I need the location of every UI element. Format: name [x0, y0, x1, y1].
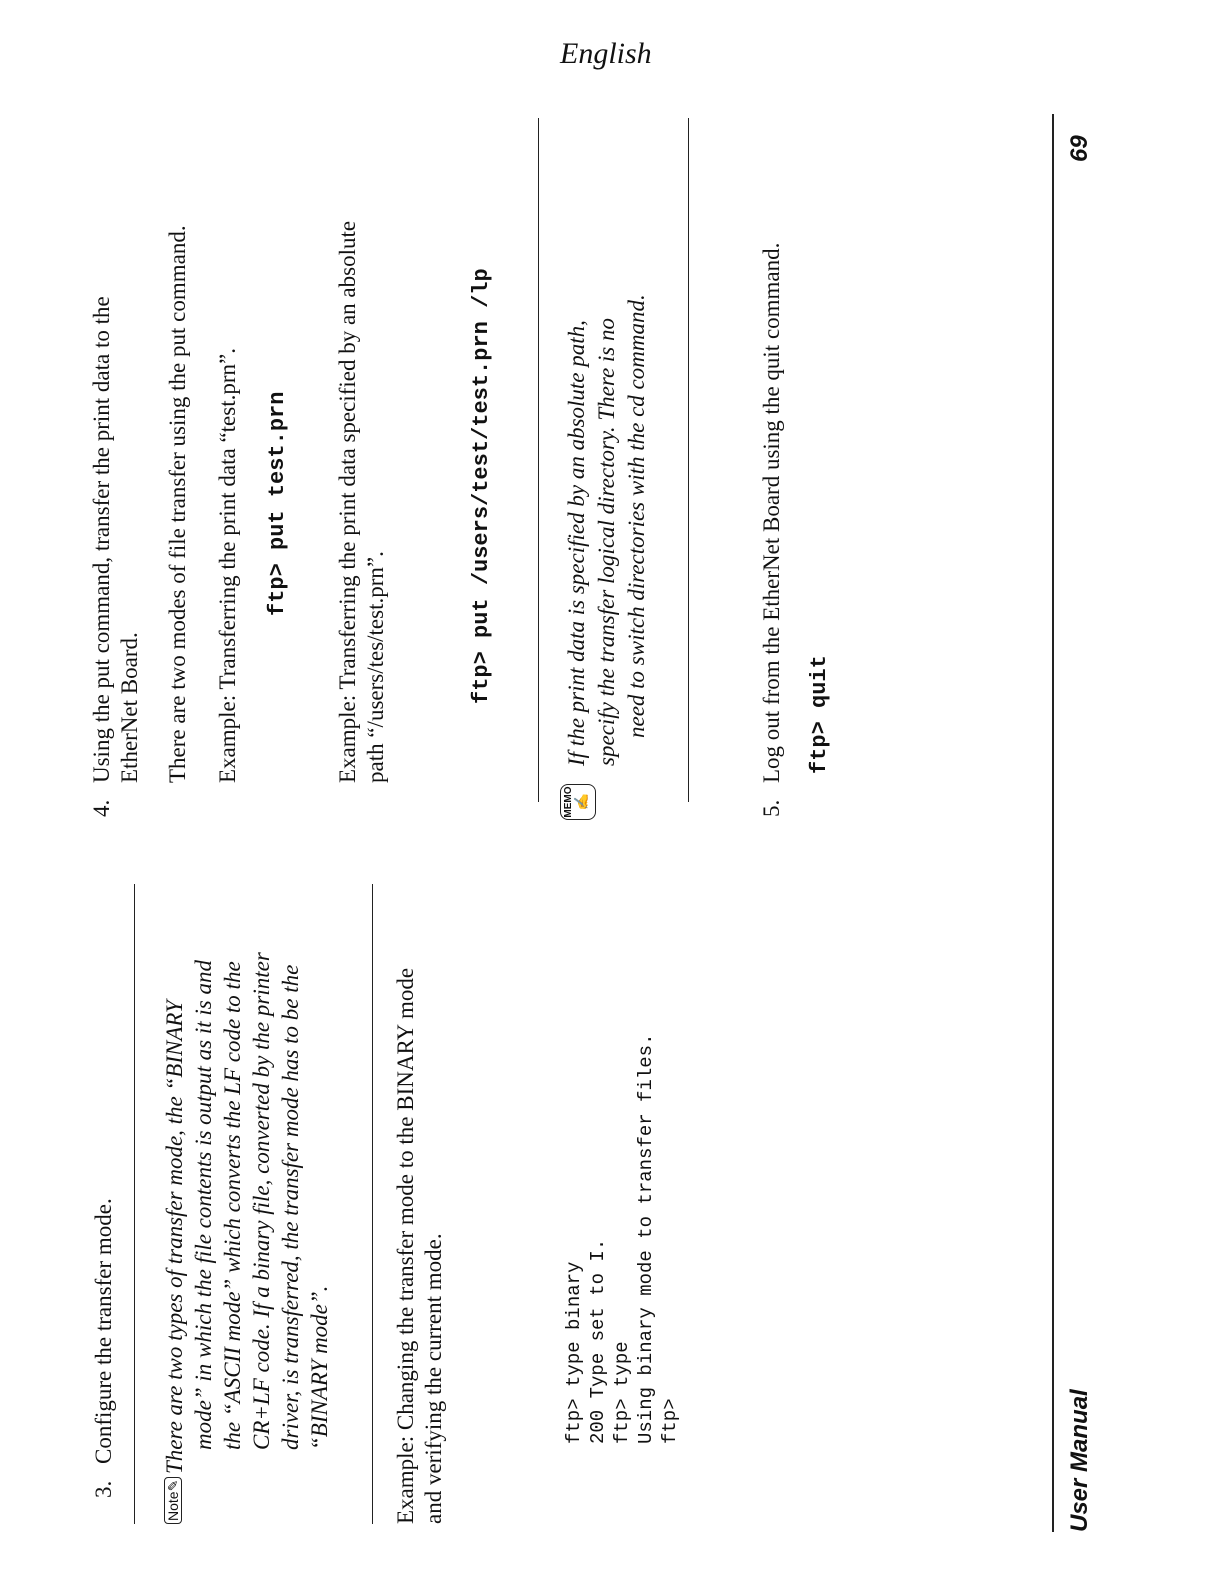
- step-3-heading: [90, 978, 118, 1498]
- code-line: Using binary mode to transfer files.: [635, 1033, 657, 1444]
- example-put-absolute: [334, 103, 390, 783]
- memo-label: MEMO: [563, 786, 574, 818]
- code-line: ftp>: [659, 1398, 681, 1444]
- step-5-text: Log out from the EtherNet Board using the quit command.: [759, 242, 784, 783]
- memo-badge: [560, 784, 596, 820]
- language-tab-label: English: [560, 37, 652, 70]
- note-pencil-icon: ✎: [165, 1479, 181, 1492]
- note-line: the “ASCII mode” which converts the LF code to the: [220, 961, 245, 1450]
- note-label: Note: [165, 1491, 181, 1521]
- memo-top-rule: [538, 118, 539, 802]
- memo-line: specify the transfer logical directory. There is no: [594, 317, 619, 766]
- example-line: Example: Changing the transfer mode to the BINARY mode: [393, 967, 418, 1524]
- example-put-relative: Example: Transferring the print data “test.prn”.: [215, 348, 240, 783]
- footer-page-number: 69: [1066, 135, 1093, 162]
- code-line: 200 Type set to I.: [587, 1238, 609, 1444]
- example-line: and verifying the current mode.: [421, 1233, 446, 1524]
- step-4-number: 4.: [89, 799, 114, 817]
- code-line: ftp> type: [611, 1341, 633, 1444]
- step-3-text: Configure the transfer mode.: [91, 1198, 116, 1464]
- memo-pencil-icon: ✍: [573, 793, 589, 811]
- code-line: ftp> type binary: [563, 1261, 585, 1444]
- footer-manual-label: User Manual: [1066, 1389, 1093, 1532]
- memo-line: If the print data is specified by an absolute path,: [564, 320, 589, 766]
- step-5-number: 5.: [759, 799, 784, 817]
- example-line: path “/users/tes/test.prn”.: [363, 551, 388, 783]
- step-4-block: [88, 117, 144, 817]
- note-badge: [164, 1477, 182, 1524]
- note-line: There are two types of transfer mode, the “BINARY: [162, 1000, 187, 1474]
- note-text: [160, 884, 334, 1474]
- step-4-line: EtherNet Board.: [117, 632, 142, 783]
- note-line: “BINARY mode”.: [307, 1285, 332, 1450]
- example-transfer-mode: [392, 884, 448, 1524]
- note-line: CR+LF code. If a binary file, converted by the printer: [249, 952, 274, 1450]
- put-modes-text: There are two modes of file transfer using the put command.: [165, 225, 190, 783]
- note-bottom-rule: [372, 884, 373, 1524]
- code-quit: ftp> quit: [807, 655, 832, 774]
- step-4-line: Using the put command, transfer the print data to the: [89, 296, 114, 783]
- example-line: Example: Transferring the print data specified by an absolute: [335, 220, 360, 783]
- note-line: driver, is transferred, the transfer mode has to be the: [278, 964, 303, 1450]
- memo-line: need to switch directories with the cd command.: [624, 294, 649, 738]
- step-3-number: 3.: [91, 1480, 116, 1498]
- footer-rule: [1052, 114, 1054, 1532]
- memo-text: [562, 116, 652, 766]
- code-put-test: ftp> put test.prn: [265, 391, 290, 616]
- note-top-rule: [134, 884, 135, 1524]
- memo-bottom-rule: [688, 118, 689, 802]
- language-tab: [560, 14, 670, 74]
- code-put-absolute: ftp> put /users/test/test.prn /lp: [469, 268, 494, 704]
- ftp-session-code: [562, 1034, 682, 1444]
- note-line: mode” in which the file contents is output as it is and: [191, 959, 216, 1450]
- step-5-heading: [758, 117, 786, 817]
